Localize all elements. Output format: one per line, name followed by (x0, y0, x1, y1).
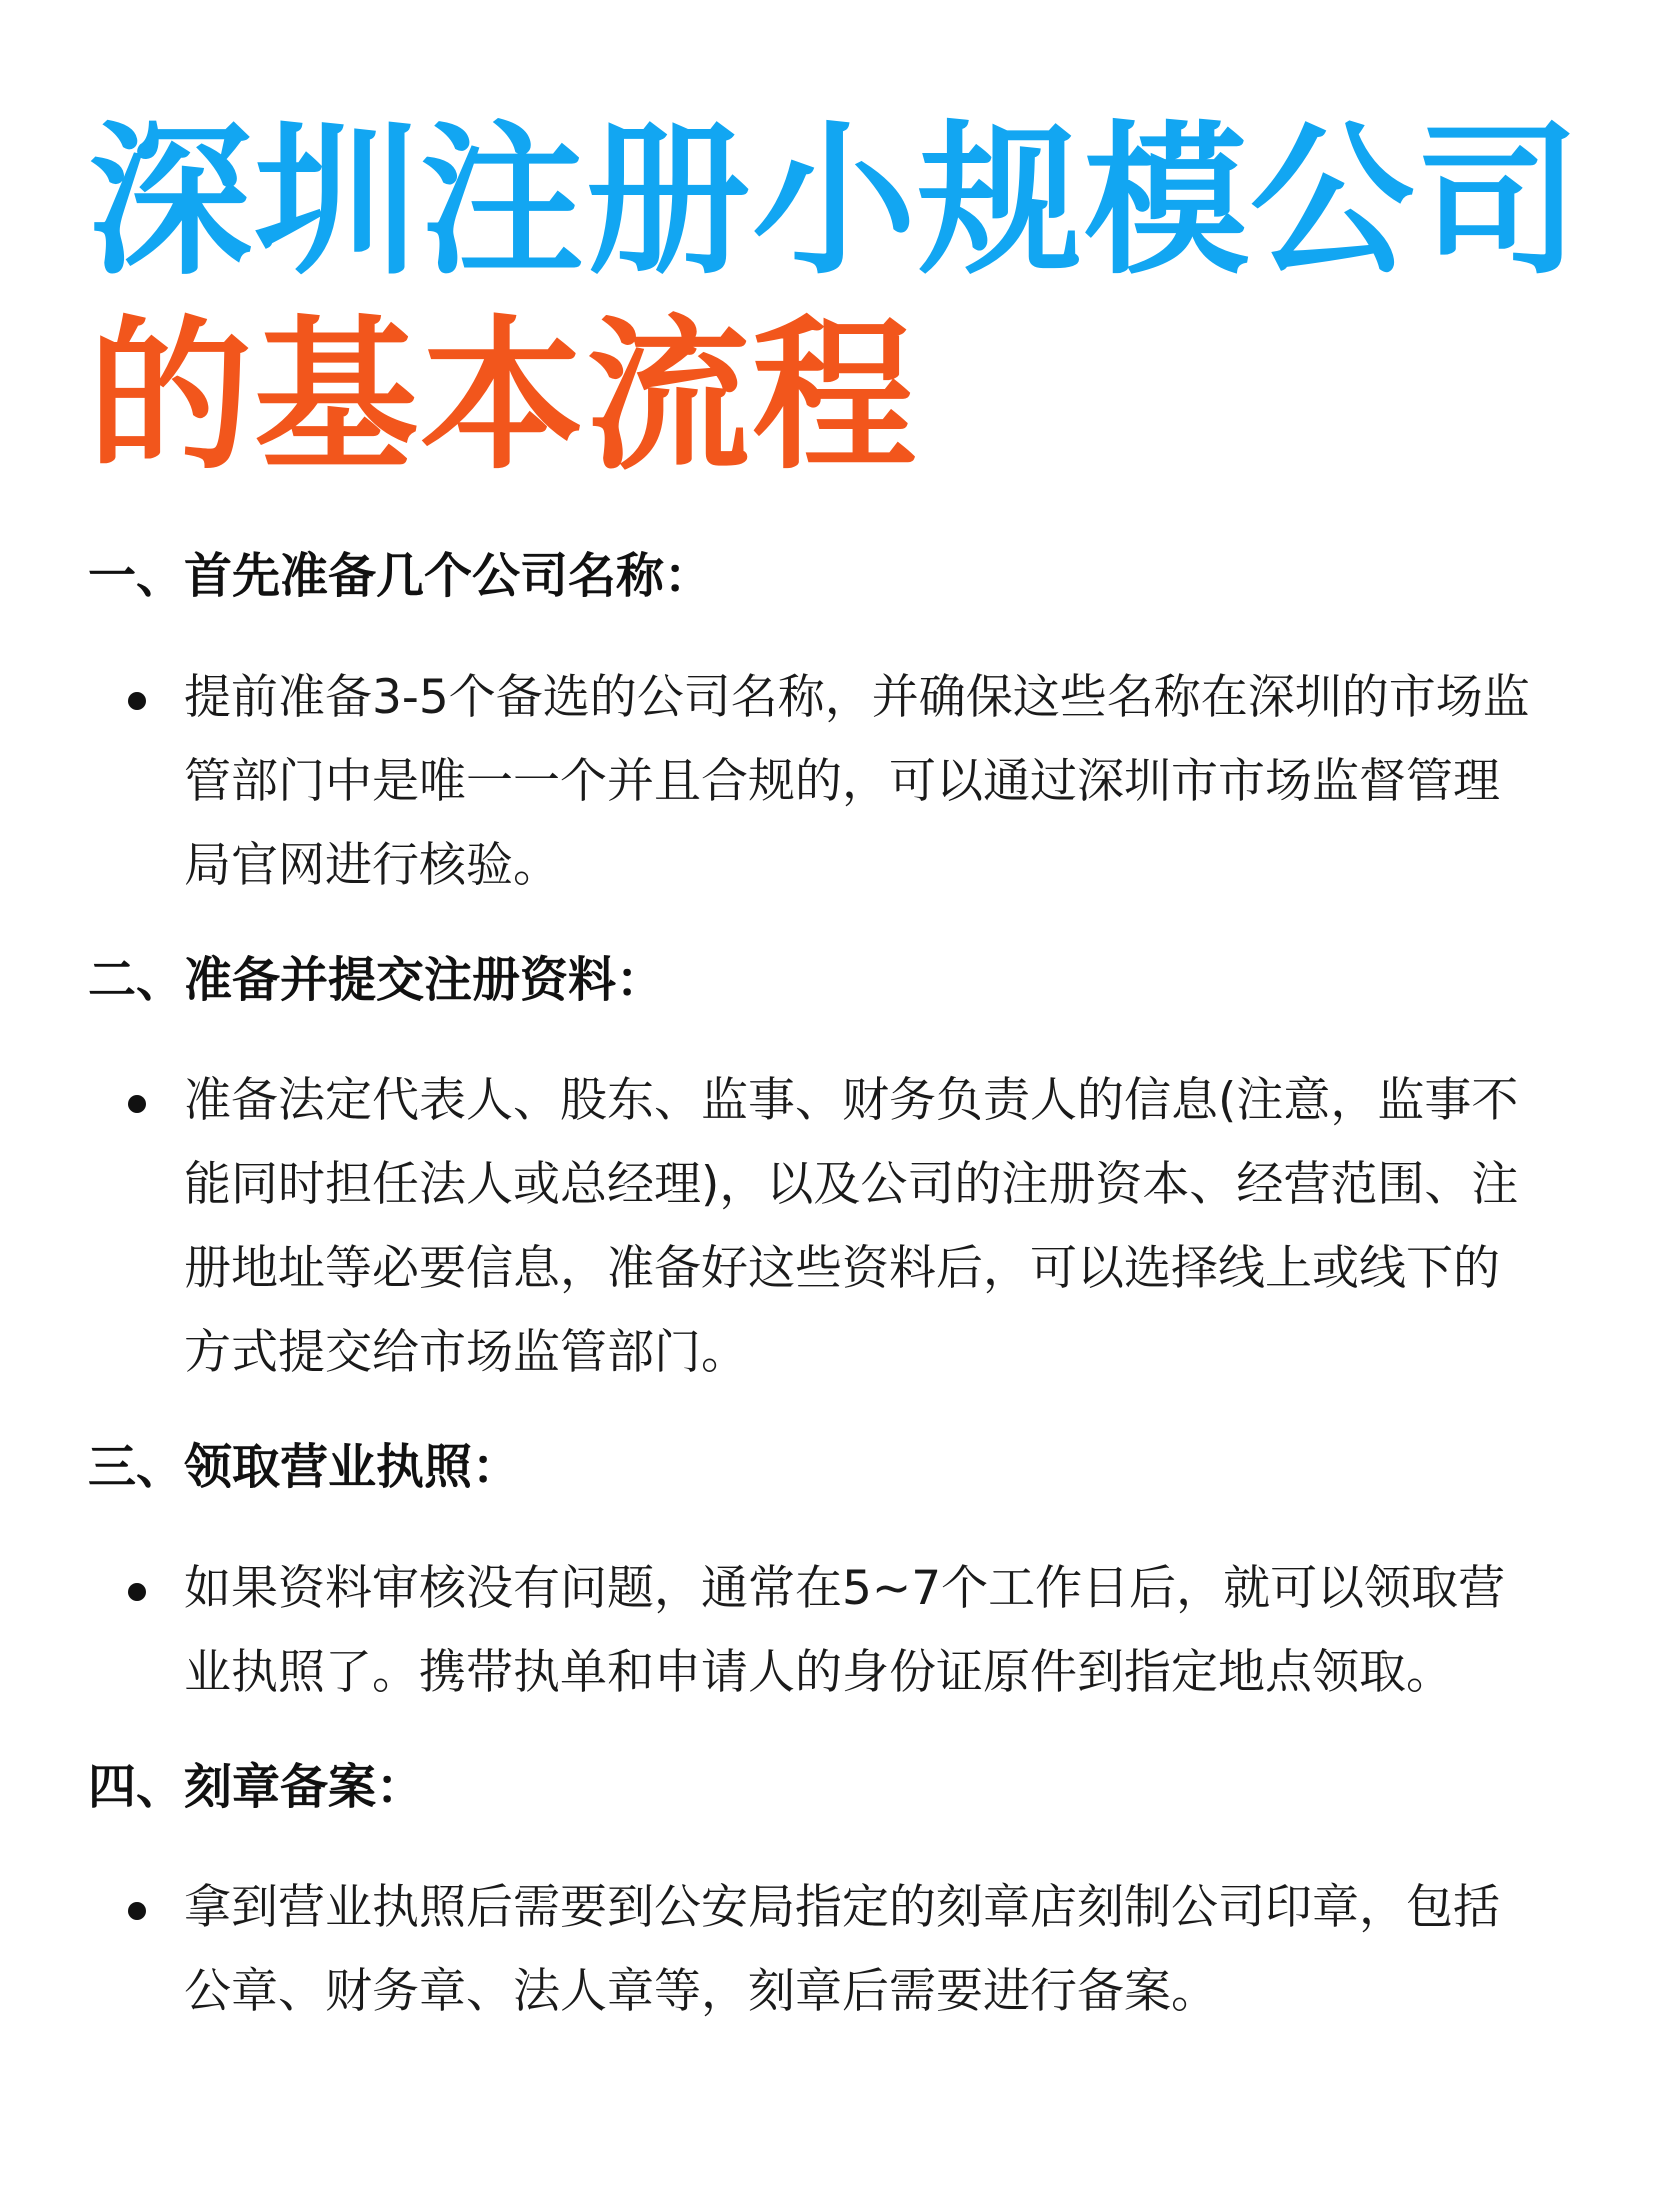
bullet-dot-icon (128, 1095, 146, 1113)
section-1 (88, 548, 1588, 908)
section-4 (88, 1759, 1588, 2035)
bullet-item (88, 656, 1588, 908)
content (88, 548, 1588, 2034)
bullet-text: 提前准备3-5个备选的公司名称，并确保这些名称在深圳的市场监管部门中是唯一一个并且合规的，可以通过深圳市市场监督管理局官网进行核验。 (184, 669, 1530, 893)
bullet-dot-icon (128, 692, 146, 710)
title-line-2: 的基本流程 (88, 301, 919, 492)
section-heading: 四、刻章备案： (88, 1758, 425, 1815)
bullet-item (88, 1547, 1588, 1715)
bullet-dot-icon (128, 1583, 146, 1601)
bullet-text: 如果资料审核没有问题，通常在5~7个工作日后，就可以领取营业执照了。携带执单和申请人的身份证原件到指定地点领取。 (184, 1560, 1506, 1700)
title-line-1: 深圳注册小规模公司 (88, 106, 1583, 297)
bullet-text: 准备法定代表人、股东、监事、财务负责人的信息(注意，监事不能同时担任法人或总经理)，以及公司的注册资本、经营范围、注册地址等必要信息，准备好这些资料后，可以选择线上或线下的方式提交给市场监管部门。 (184, 1073, 1519, 1381)
bullet-dot-icon (128, 1902, 146, 1920)
bullet-item (88, 1059, 1588, 1395)
section-heading: 一、首先准备几个公司名称： (88, 548, 713, 604)
section-3 (88, 1439, 1588, 1715)
section-heading: 二、准备并提交注册资料： (88, 951, 665, 1008)
bullet-text: 拿到营业执照后需要到公安局指定的刻章店刻制公司印章，包括公章、财务章、法人章等，刻章后需要进行备案。 (184, 1880, 1500, 2020)
section-2 (88, 952, 1588, 1396)
bullet-item (88, 1866, 1588, 2034)
section-heading: 三、领取营业执照： (88, 1439, 521, 1496)
